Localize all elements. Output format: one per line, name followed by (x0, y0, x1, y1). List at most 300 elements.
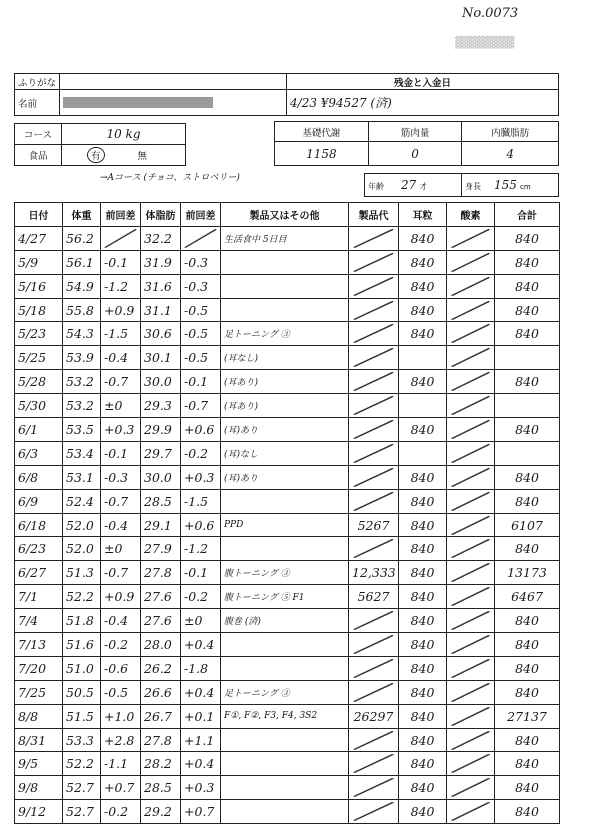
cell-weight-diff: -0.7 (101, 370, 141, 394)
slash-mark (349, 657, 398, 680)
furigana-field (60, 74, 287, 90)
cell-oxygen (447, 370, 495, 394)
cell-product-price (349, 609, 399, 633)
cell-total: 840 (495, 322, 560, 346)
table-row (15, 800, 560, 824)
slash-mark (447, 322, 494, 345)
cell-fat-diff: +0.7 (181, 800, 221, 824)
cell-product-price (349, 370, 399, 394)
cell-product-price (349, 274, 399, 298)
cell-body-fat: 29.9 (141, 418, 181, 442)
cell-weight: 53.4 (63, 441, 101, 465)
cell-body-fat: 31.1 (141, 298, 181, 322)
cell-product-note (221, 489, 349, 513)
food-note: →Aコース (チョコ、ストロベリー) (100, 173, 240, 183)
cell-product-price (349, 752, 399, 776)
visceral-value: 4 (462, 142, 559, 166)
slash-mark (447, 275, 494, 298)
cell-date: 7/25 (15, 680, 63, 704)
slash-mark (349, 537, 398, 560)
cell-ear-seeds: 840 (399, 800, 447, 824)
age-unit: 才 (419, 182, 428, 191)
cell-total: 840 (495, 800, 560, 824)
slash-mark (447, 299, 494, 322)
cell-total: 840 (495, 728, 560, 752)
cell-ear-seeds (399, 346, 447, 370)
slash-mark (447, 346, 494, 369)
cell-weight-diff: -0.6 (101, 656, 141, 680)
cell-product-price: 5267 (349, 513, 399, 537)
cell-oxygen (447, 656, 495, 680)
cell-oxygen (447, 322, 495, 346)
cell-weight: 54.3 (63, 322, 101, 346)
cell-product-note: PPD (221, 513, 349, 537)
cell-fat-diff: -0.7 (181, 394, 221, 418)
table-row (15, 226, 560, 250)
cell-ear-seeds: 840 (399, 728, 447, 752)
table-row (15, 513, 560, 537)
cell-weight-diff: +0.9 (101, 298, 141, 322)
cell-oxygen (447, 513, 495, 537)
cell-date: 6/9 (15, 489, 63, 513)
cell-weight: 51.0 (63, 656, 101, 680)
cell-product-note (221, 633, 349, 657)
food-no: 無 (137, 151, 148, 162)
cell-body-fat: 30.1 (141, 346, 181, 370)
cell-date: 6/8 (15, 465, 63, 489)
balance-value: 4/23 ¥94527 (済) (287, 90, 559, 116)
slash-mark (447, 490, 494, 513)
table-row (15, 418, 560, 442)
cell-oxygen (447, 633, 495, 657)
cell-body-fat: 29.2 (141, 800, 181, 824)
cell-ear-seeds: 840 (399, 489, 447, 513)
cell-weight-diff: -0.3 (101, 465, 141, 489)
cell-date: 6/23 (15, 537, 63, 561)
cell-date: 9/5 (15, 752, 63, 776)
cell-weight: 50.5 (63, 680, 101, 704)
cell-date: 6/27 (15, 561, 63, 585)
cell-oxygen (447, 704, 495, 728)
body-metrics-table (274, 121, 559, 166)
muscle-label: 筋肉量 (368, 122, 462, 142)
cell-date: 5/9 (15, 250, 63, 274)
cell-ear-seeds: 840 (399, 633, 447, 657)
course-label: コース (15, 124, 62, 145)
cell-date: 7/13 (15, 633, 63, 657)
table-row (15, 561, 560, 585)
cell-ear-seeds: 840 (399, 418, 447, 442)
cell-ear-seeds: 840 (399, 680, 447, 704)
cell-product-note: (耳)あり (221, 465, 349, 489)
cell-product-note (221, 537, 349, 561)
cell-weight: 52.2 (63, 585, 101, 609)
cell-total: 840 (495, 609, 560, 633)
table-row (15, 489, 560, 513)
cell-weight: 52.0 (63, 537, 101, 561)
cell-date: 9/8 (15, 776, 63, 800)
header-date: 日付 (15, 203, 63, 227)
cell-ear-seeds: 840 (399, 250, 447, 274)
slash-mark (447, 705, 494, 728)
slash-mark (447, 561, 494, 584)
cell-product-note: (耳あり) (221, 394, 349, 418)
cell-weight-diff: -0.7 (101, 489, 141, 513)
slash-mark (349, 729, 398, 752)
cell-weight: 51.8 (63, 609, 101, 633)
redacted-name (63, 97, 213, 108)
cell-total: 840 (495, 752, 560, 776)
cell-oxygen (447, 489, 495, 513)
cell-product-note: 腹トーニング ③ (221, 561, 349, 585)
table-row (15, 394, 560, 418)
cell-weight: 51.3 (63, 561, 101, 585)
slash-mark (349, 299, 398, 322)
table-row (15, 728, 560, 752)
cell-fat-diff: +1.1 (181, 728, 221, 752)
cell-weight: 53.5 (63, 418, 101, 442)
table-row (15, 633, 560, 657)
slash-mark (447, 585, 494, 608)
cell-weight: 53.2 (63, 370, 101, 394)
cell-ear-seeds: 840 (399, 776, 447, 800)
cell-date: 8/31 (15, 728, 63, 752)
cell-product-note (221, 298, 349, 322)
header-body-fat: 体脂肪 (141, 203, 181, 227)
cell-body-fat: 27.8 (141, 728, 181, 752)
cell-oxygen (447, 800, 495, 824)
slash-mark (349, 466, 398, 489)
cell-oxygen (447, 537, 495, 561)
cell-weight-diff: +2.8 (101, 728, 141, 752)
cell-weight-diff: +0.9 (101, 585, 141, 609)
cell-fat-diff: -0.5 (181, 322, 221, 346)
cell-product-note: 腹トーニング ⑤ F1 (221, 585, 349, 609)
cell-date: 9/12 (15, 800, 63, 824)
cell-date: 4/27 (15, 226, 63, 250)
cell-date: 5/18 (15, 298, 63, 322)
cell-body-fat: 29.3 (141, 394, 181, 418)
cell-product-price (349, 250, 399, 274)
cell-weight: 52.2 (63, 752, 101, 776)
cell-fat-diff: +0.4 (181, 680, 221, 704)
cell-ear-seeds (399, 394, 447, 418)
cell-body-fat: 27.6 (141, 585, 181, 609)
cell-oxygen (447, 441, 495, 465)
cell-product-note (221, 776, 349, 800)
slash-mark (447, 633, 494, 656)
cell-weight: 53.2 (63, 394, 101, 418)
cell-total: 840 (495, 370, 560, 394)
cell-weight-diff: -1.5 (101, 322, 141, 346)
cell-oxygen (447, 609, 495, 633)
height-unit: cm (519, 183, 531, 191)
cell-product-price (349, 656, 399, 680)
table-row (15, 656, 560, 680)
food-label: 食品 (15, 145, 62, 166)
cell-weight: 53.1 (63, 465, 101, 489)
cell-oxygen (447, 585, 495, 609)
name-field (60, 90, 287, 116)
table-row (15, 370, 560, 394)
cell-weight: 56.1 (63, 250, 101, 274)
cell-fat-diff (181, 226, 221, 250)
header-weight-diff: 前回差 (101, 203, 141, 227)
cell-total (495, 441, 560, 465)
cell-product-price: 12,333 (349, 561, 399, 585)
cell-total: 840 (495, 274, 560, 298)
cell-total: 840 (495, 656, 560, 680)
cell-weight-diff: -0.7 (101, 561, 141, 585)
cell-product-price (349, 465, 399, 489)
cell-fat-diff: +0.4 (181, 633, 221, 657)
age-label: 年齢 (368, 182, 384, 191)
cell-body-fat: 30.6 (141, 322, 181, 346)
slash-mark (349, 370, 398, 393)
cell-weight: 53.9 (63, 346, 101, 370)
header-ear-seeds: 耳粒 (399, 203, 447, 227)
slash-mark (447, 251, 494, 274)
slash-mark (447, 729, 494, 752)
slash-mark (349, 800, 398, 823)
cell-body-fat: 27.8 (141, 561, 181, 585)
cell-weight: 56.2 (63, 226, 101, 250)
table-row (15, 680, 560, 704)
cell-body-fat: 31.6 (141, 274, 181, 298)
cell-body-fat: 29.7 (141, 441, 181, 465)
cell-total: 840 (495, 489, 560, 513)
cell-product-note (221, 274, 349, 298)
cell-weight-diff: -1.1 (101, 752, 141, 776)
cell-ear-seeds: 840 (399, 298, 447, 322)
cell-fat-diff: -1.2 (181, 537, 221, 561)
cell-ear-seeds: 840 (399, 465, 447, 489)
cell-body-fat: 32.2 (141, 226, 181, 250)
cell-weight-diff: -0.4 (101, 346, 141, 370)
cell-ear-seeds: 840 (399, 537, 447, 561)
cell-product-price (349, 776, 399, 800)
height-cell (462, 174, 559, 197)
cell-product-price (349, 680, 399, 704)
cell-ear-seeds (399, 441, 447, 465)
cell-weight-diff: ±0 (101, 537, 141, 561)
cell-oxygen (447, 776, 495, 800)
cell-ear-seeds: 840 (399, 370, 447, 394)
cell-body-fat: 26.7 (141, 704, 181, 728)
cell-weight: 53.3 (63, 728, 101, 752)
slash-mark (447, 609, 494, 632)
slash-mark (447, 418, 494, 441)
cell-oxygen (447, 680, 495, 704)
document-number: No.0073 (462, 6, 519, 21)
cell-fat-diff: -1.5 (181, 489, 221, 513)
cell-product-price (349, 298, 399, 322)
table-row (15, 585, 560, 609)
cell-body-fat: 30.0 (141, 370, 181, 394)
cell-date: 6/18 (15, 513, 63, 537)
cell-total: 840 (495, 776, 560, 800)
cell-ear-seeds: 840 (399, 274, 447, 298)
cell-body-fat: 29.1 (141, 513, 181, 537)
cell-fat-diff: -0.1 (181, 370, 221, 394)
cell-ear-seeds: 840 (399, 585, 447, 609)
cell-fat-diff: +0.6 (181, 418, 221, 442)
cell-body-fat: 28.5 (141, 489, 181, 513)
table-row (15, 537, 560, 561)
slash-mark (447, 394, 494, 417)
cell-oxygen (447, 226, 495, 250)
food-yes-circled: 有 (87, 147, 105, 163)
slash-mark (349, 776, 398, 799)
cell-fat-diff: +0.3 (181, 776, 221, 800)
slash-mark (447, 466, 494, 489)
cell-total: 840 (495, 537, 560, 561)
cell-product-price (349, 489, 399, 513)
cell-weight: 52.7 (63, 776, 101, 800)
cell-weight-diff: +0.3 (101, 418, 141, 442)
weight-log-table (14, 202, 560, 824)
cell-weight-diff (101, 226, 141, 250)
cell-weight: 52.4 (63, 489, 101, 513)
cell-ear-seeds: 840 (399, 322, 447, 346)
name-balance-table (14, 73, 559, 116)
cell-total: 840 (495, 298, 560, 322)
cell-ear-seeds: 840 (399, 656, 447, 680)
slash-mark (349, 418, 398, 441)
cell-oxygen (447, 728, 495, 752)
slash-mark (349, 322, 398, 345)
header-oxygen: 酸素 (447, 203, 495, 227)
name-label: 名前 (15, 90, 60, 116)
cell-fat-diff: -0.3 (181, 250, 221, 274)
slash-mark (349, 251, 398, 274)
height-label: 身長 (465, 182, 481, 191)
table-row (15, 441, 560, 465)
cell-fat-diff: -0.5 (181, 298, 221, 322)
cell-product-note: 足トーニング ③ (221, 322, 349, 346)
cell-product-price (349, 537, 399, 561)
slash-mark (447, 514, 494, 537)
slash-mark (447, 537, 494, 560)
cell-product-note (221, 728, 349, 752)
cell-product-note: 腹巻 (済) (221, 609, 349, 633)
cell-oxygen (447, 394, 495, 418)
table-row (15, 704, 560, 728)
table-row (15, 250, 560, 274)
cell-date: 6/3 (15, 441, 63, 465)
slash-mark (349, 633, 398, 656)
age-height-table (364, 173, 559, 197)
cell-total: 840 (495, 465, 560, 489)
cell-fat-diff: +0.1 (181, 704, 221, 728)
cell-weight: 52.0 (63, 513, 101, 537)
cell-oxygen (447, 465, 495, 489)
cell-fat-diff: -0.1 (181, 561, 221, 585)
header-product-note: 製品又はその他 (221, 203, 349, 227)
cell-body-fat: 27.9 (141, 537, 181, 561)
header-fat-diff: 前回差 (181, 203, 221, 227)
cell-body-fat: 28.2 (141, 752, 181, 776)
cell-product-note (221, 752, 349, 776)
slash-mark (447, 657, 494, 680)
cell-date: 6/1 (15, 418, 63, 442)
cell-body-fat: 28.0 (141, 633, 181, 657)
cell-ear-seeds: 840 (399, 513, 447, 537)
cell-date: 5/28 (15, 370, 63, 394)
cell-product-note: (耳あり) (221, 370, 349, 394)
cell-weight-diff: -0.4 (101, 609, 141, 633)
furigana-label: ふりがな (15, 74, 60, 90)
cell-ear-seeds: 840 (399, 752, 447, 776)
cell-body-fat: 26.2 (141, 656, 181, 680)
table-row (15, 776, 560, 800)
slash-mark (181, 227, 220, 250)
table-row (15, 322, 560, 346)
bmr-value: 1158 (275, 142, 369, 166)
cell-body-fat: 28.5 (141, 776, 181, 800)
cell-oxygen (447, 752, 495, 776)
cell-weight: 52.7 (63, 800, 101, 824)
cell-total (495, 394, 560, 418)
cell-weight: 55.8 (63, 298, 101, 322)
cell-oxygen (447, 346, 495, 370)
cell-product-price (349, 800, 399, 824)
slash-mark (447, 681, 494, 704)
table-row (15, 274, 560, 298)
slash-mark (349, 681, 398, 704)
cell-weight-diff: -0.2 (101, 633, 141, 657)
cell-product-price (349, 226, 399, 250)
cell-weight-diff: -0.5 (101, 680, 141, 704)
cell-weight-diff: -0.1 (101, 250, 141, 274)
slash-mark (349, 609, 398, 632)
cell-date: 7/20 (15, 656, 63, 680)
slash-mark (349, 752, 398, 775)
cell-product-price (349, 441, 399, 465)
cell-total: 13173 (495, 561, 560, 585)
cell-date: 7/4 (15, 609, 63, 633)
slash-mark (349, 227, 398, 250)
cell-total: 840 (495, 633, 560, 657)
slash-mark (447, 442, 494, 465)
cell-product-note: (耳)なし (221, 441, 349, 465)
cell-total: 840 (495, 226, 560, 250)
header-total: 合計 (495, 203, 560, 227)
cell-total: 840 (495, 418, 560, 442)
cell-weight-diff: -0.4 (101, 513, 141, 537)
cell-product-price (349, 728, 399, 752)
course-food-table (14, 123, 186, 166)
cell-product-note: 生活食中 5日目 (221, 226, 349, 250)
age-value: 27 (401, 178, 417, 192)
cell-product-price (349, 394, 399, 418)
course-value: 10 kg (62, 124, 186, 145)
cell-total: 840 (495, 680, 560, 704)
cell-total: 6467 (495, 585, 560, 609)
slash-mark (349, 442, 398, 465)
height-value: 155 (494, 178, 517, 192)
cell-body-fat: 26.6 (141, 680, 181, 704)
cell-fat-diff: -0.2 (181, 585, 221, 609)
slash-mark (447, 752, 494, 775)
table-header-row (15, 203, 560, 227)
cell-date: 5/30 (15, 394, 63, 418)
cell-oxygen (447, 298, 495, 322)
cell-ear-seeds: 840 (399, 561, 447, 585)
cell-product-price: 5627 (349, 585, 399, 609)
cell-product-note: (耳なし) (221, 346, 349, 370)
slash-mark (349, 275, 398, 298)
